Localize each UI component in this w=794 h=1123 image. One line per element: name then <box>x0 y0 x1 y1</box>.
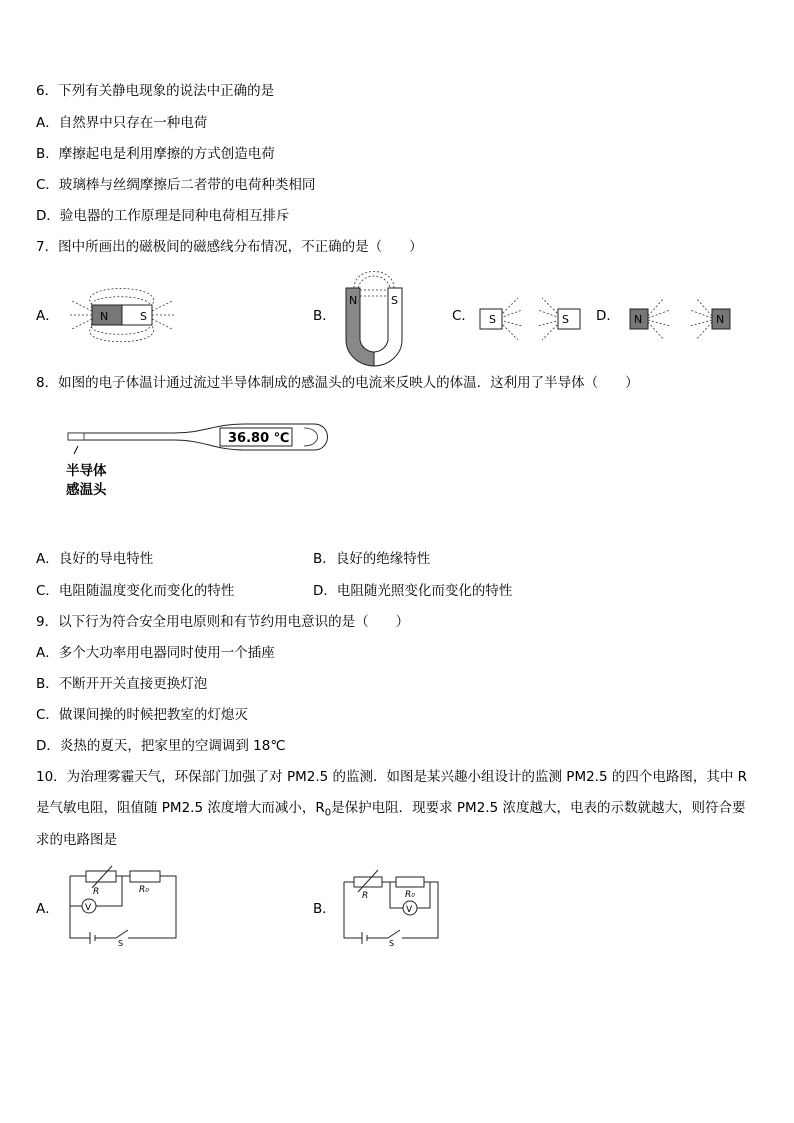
q7-label-b: B． <box>313 308 336 324</box>
q10-b-r0-label: R₀ <box>405 890 415 900</box>
q9-option-d: D．炎热的夏天，把家里的空调调到 18℃ <box>36 738 286 754</box>
q10-r0-subscript: 0 <box>324 807 332 819</box>
q7-figure-d-two-north-poles <box>628 290 732 346</box>
q7-label-d: D． <box>596 308 620 324</box>
q7-label-a: A． <box>36 308 59 324</box>
q8-option-b: B．良好的绝缘特性 <box>313 551 431 567</box>
q7-c-right-pole: S <box>562 313 569 326</box>
q7-figure-a-bar-magnet <box>62 283 182 347</box>
q7-d-right-pole: N <box>716 313 725 326</box>
q7-c-left-pole: S <box>489 313 496 326</box>
q10-circuit-a <box>66 866 182 946</box>
q9-option-a: A．多个大功率用电器同时使用一个插座 <box>36 645 275 661</box>
q8-option-a: A．良好的导电特性 <box>36 551 154 567</box>
q10-line2: 是气敏电阻，阻值随 PM2.5 浓度增大而减小，$R_0$是保护电阻．现要求 PM2.5 浓度越大，电表的示数就越大，则符合要 <box>36 800 746 819</box>
q10-line3: 求的电路图是 <box>36 832 117 848</box>
q10-b-voltmeter-label: V <box>406 905 413 915</box>
q6-option-c: C．玻璃棒与丝绸摩擦后二者带的电荷种类相同 <box>36 177 316 193</box>
q7-d-left-pole: N <box>634 313 643 326</box>
q10-circuit-b <box>340 870 444 946</box>
q7-figure-c-two-south-poles <box>478 290 582 346</box>
q10-b-switch-label: S <box>389 939 395 948</box>
q7-figure-b-u-magnet <box>340 270 410 368</box>
q8-stem: 8．如图的电子体温计通过流过半导体制成的感温头的电流来反映人的体温．这利用了半导体（ ） <box>36 375 639 391</box>
q10-label-a: A． <box>36 901 59 917</box>
q8-thermometer-figure <box>64 420 334 460</box>
q6-option-b: B．摩擦起电是利用摩擦的方式创造电荷 <box>36 146 275 162</box>
q7-a-right-pole: S <box>140 310 147 323</box>
q10-a-r-label: R <box>93 887 100 897</box>
q8-caption-line2: 感温头 <box>66 482 107 498</box>
q10-b-r-label: R <box>362 891 369 901</box>
q6-option-d: D．验电器的工作原理是同种电荷相互排斥 <box>36 208 290 224</box>
q10-label-b: B． <box>313 901 336 917</box>
q10-line1: 10．为治理雾霾天气，环保部门加强了对 PM2.5 的监测．如图是某兴趣小组设计的监测 PM2.5 的四个电路图，其中 R <box>36 769 748 785</box>
q7-b-left-pole: N <box>349 294 358 307</box>
q9-option-b: B．不断开开关直接更换灯泡 <box>36 676 208 692</box>
q9-stem: 9．以下行为符合安全用电原则和有节约用电意识的是（ ） <box>36 614 410 630</box>
q10-a-switch-label: S <box>118 939 124 948</box>
q8-option-c: C．电阻随温度变化而变化的特性 <box>36 583 235 599</box>
q6-stem: 6．下列有关静电现象的说法中正确的是 <box>36 83 275 99</box>
q8-caption-line1: 半导体 <box>66 463 107 479</box>
q7-label-c: C． <box>452 308 475 324</box>
q10-a-voltmeter-label: V <box>85 903 92 913</box>
q8-option-d: D．电阻随光照变化而变化的特性 <box>313 583 513 599</box>
q8-display-reading: 36.80 ℃ <box>228 431 290 446</box>
q7-a-left-pole: N <box>100 310 109 323</box>
q10-a-r0-label: R₀ <box>139 885 149 895</box>
q6-option-a: A．自然界中只存在一种电荷 <box>36 115 208 131</box>
q7-stem: 7．图中所画出的磁极间的磁感线分布情况，不正确的是（ ） <box>36 239 423 255</box>
q9-option-c: C．做课间操的时候把教室的灯熄灭 <box>36 707 248 723</box>
q7-b-right-pole: S <box>391 294 398 307</box>
